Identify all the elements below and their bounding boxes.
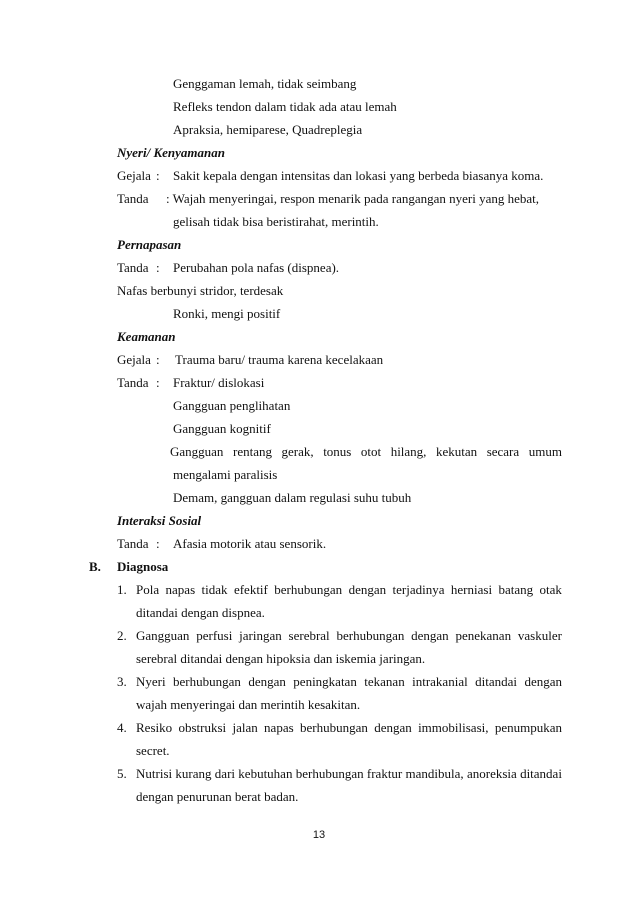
text-line: Perubahan pola nafas (dispnea). — [173, 260, 340, 275]
text-line: Trauma baru/ trauma karena kecelakaan — [175, 352, 384, 367]
text-line: Fraktur/ dislokasi — [173, 375, 265, 390]
label-tanda: Tanda — [117, 191, 149, 206]
label-tanda: Tanda — [117, 375, 149, 390]
word: perfusi — [196, 628, 233, 643]
word: Nyeri — [136, 674, 166, 689]
word: berhubungan — [336, 628, 405, 643]
word: fraktur — [366, 766, 403, 781]
text-line: gelisah tidak bisa beristirahat, merintih. — [173, 214, 379, 229]
label-gejala: Gejala — [117, 168, 151, 183]
text-line: Gangguan kognitif — [173, 421, 271, 436]
separator: : — [156, 168, 160, 183]
word: kebutuhan — [238, 766, 293, 781]
word: herniasi — [450, 582, 493, 597]
section-heading-interaksi: Interaksi Sosial — [117, 513, 202, 528]
section-heading-nyeri: Nyeri/ Kenyamanan — [117, 145, 225, 160]
word: jalan — [232, 720, 258, 735]
text-line: mengalami paralisis — [173, 467, 278, 482]
text-line: Sakit kepala dengan intensitas dan lokasi yang berbeda biasanya koma. — [173, 168, 544, 183]
word: ditandai — [520, 766, 562, 781]
word: kurang — [175, 766, 212, 781]
word: ditandai — [475, 674, 518, 689]
label-tanda: Tanda — [117, 536, 149, 551]
text-line: Nafas berbunyi stridor, terdesak — [117, 283, 284, 298]
word: dengan — [524, 674, 562, 689]
text-line: wajah menyeringai dan merintih kesakitan. — [136, 697, 361, 712]
word: tidak — [201, 582, 228, 597]
word: gerak, — [281, 444, 314, 459]
word: dengan — [374, 720, 412, 735]
word: Resiko — [136, 720, 173, 735]
separator: : — [156, 260, 160, 275]
text-line: Refleks tendon dalam tidak ada atau lemah — [173, 99, 397, 114]
word: umum — [528, 444, 562, 459]
justified-line — [136, 766, 562, 782]
word: hilang, — [390, 444, 427, 459]
word: anoreksia — [466, 766, 517, 781]
text-line: Afasia motorik atau sensorik. — [173, 536, 327, 551]
word: berhubungan — [173, 674, 241, 689]
word: napas — [165, 582, 196, 597]
word: berhubungan — [274, 582, 343, 597]
word: immobilisasi, — [418, 720, 489, 735]
list-number: 4. — [117, 720, 127, 735]
word: kekutan — [435, 444, 478, 459]
word: efektif — [233, 582, 268, 597]
word: secara — [486, 444, 520, 459]
separator: : — [156, 375, 160, 390]
text-line: : Wajah menyeringai, respon menarik pada rangangan nyeri yang hebat, — [166, 191, 540, 206]
word: tonus — [323, 444, 352, 459]
word: dari — [214, 766, 236, 781]
word: mandibula, — [405, 766, 464, 781]
section-heading-diagnosa: Diagnosa — [117, 559, 169, 574]
word: napas — [264, 720, 294, 735]
word: otak — [539, 582, 562, 597]
word: dengan — [248, 674, 286, 689]
word: penumpukan — [494, 720, 562, 735]
word: otot — [360, 444, 382, 459]
text-line: ditandai dengan dispnea. — [136, 605, 265, 620]
justified-line — [136, 720, 562, 736]
word: terjadinya — [392, 582, 445, 597]
text-line: Gangguan penglihatan — [173, 398, 291, 413]
text-line: Demam, gangguan dalam regulasi suhu tubuh — [173, 490, 412, 505]
word: intrakanial — [412, 674, 468, 689]
section-heading-keamanan: Keamanan — [117, 329, 176, 344]
word: peningkatan — [293, 674, 357, 689]
word: jaringan — [239, 628, 282, 643]
justified-line — [170, 444, 562, 460]
word: vaskuler — [517, 628, 562, 643]
word: Nutrisi — [136, 766, 173, 781]
word: batang — [498, 582, 534, 597]
word: Gangguan — [136, 628, 190, 643]
justified-line — [136, 582, 562, 598]
separator: : — [156, 536, 160, 551]
word: rentang — [232, 444, 272, 459]
word: berhubungan — [295, 766, 364, 781]
list-number: 3. — [117, 674, 127, 689]
word: dengan — [411, 628, 449, 643]
text-line: serebral ditandai dengan hipoksia dan iskemia jaringan. — [136, 651, 426, 666]
word: serebral — [288, 628, 330, 643]
label-gejala: Gejala — [117, 352, 151, 367]
word: dengan — [348, 582, 387, 597]
list-number: 2. — [117, 628, 127, 643]
section-number: B. — [89, 559, 101, 574]
text-line: Genggaman lemah, tidak seimbang — [173, 76, 357, 91]
text-line: Apraksia, hemiparese, Quadreplegia — [173, 122, 363, 137]
word: Pola — [136, 582, 160, 597]
word: Gangguan — [170, 444, 224, 459]
text-line: dengan penurunan berat badan. — [136, 789, 299, 804]
word: berhubungan — [299, 720, 368, 735]
justified-line — [136, 674, 562, 690]
section-heading-pernapasan: Pernapasan — [117, 237, 182, 252]
justified-line — [136, 628, 562, 644]
word: obstruksi — [178, 720, 227, 735]
text-line: Ronki, mengi positif — [173, 306, 281, 321]
list-number: 5. — [117, 766, 127, 781]
page-number: 13 — [312, 829, 326, 841]
text-line: secret. — [136, 743, 170, 758]
word: penekanan — [455, 628, 512, 643]
list-number: 1. — [117, 582, 127, 597]
label-tanda: Tanda — [117, 260, 149, 275]
separator: : — [156, 352, 160, 367]
word: tekanan — [364, 674, 405, 689]
